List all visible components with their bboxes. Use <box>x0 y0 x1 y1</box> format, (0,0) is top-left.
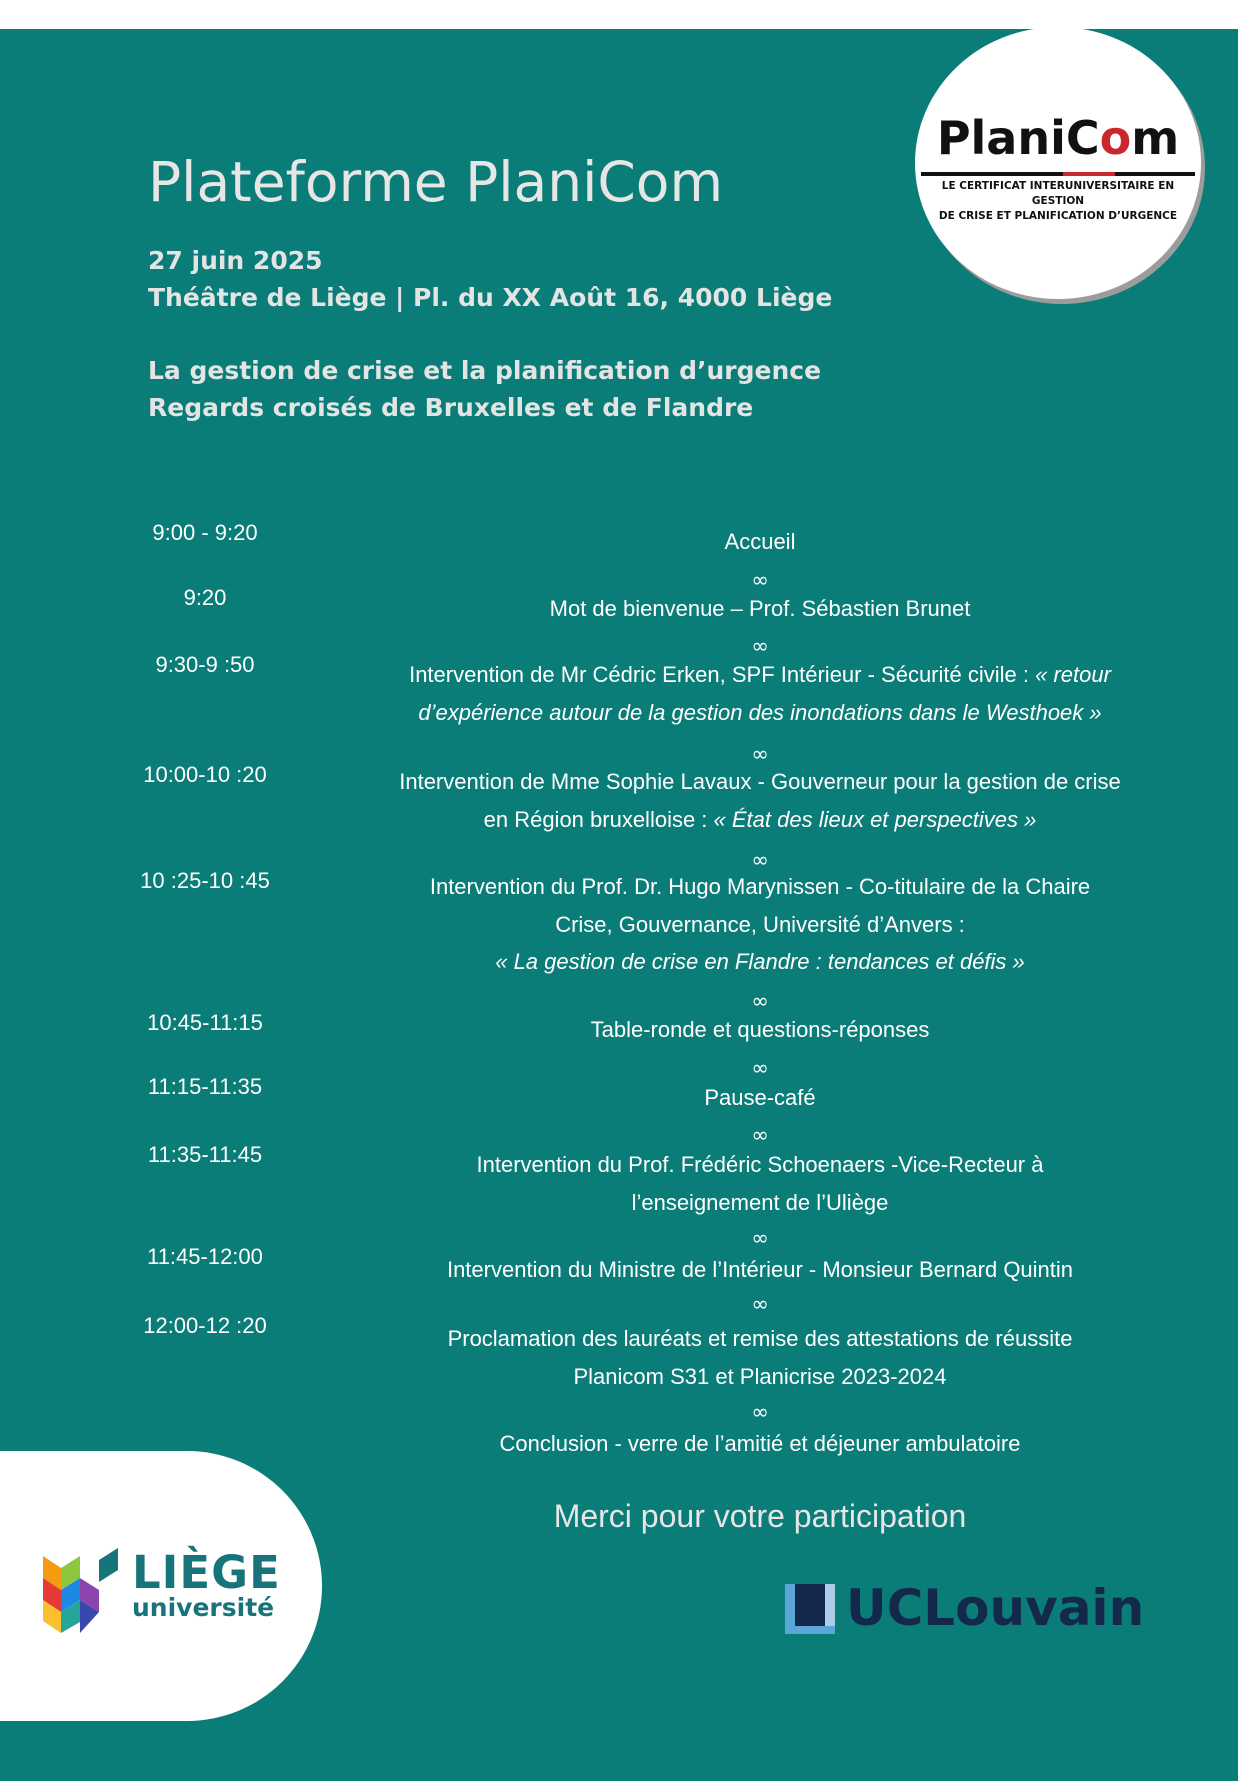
schedule-time: 10:00-10 :20 <box>143 762 267 787</box>
schedule-item-text: Intervention du Ministre de l’Intérieur - Monsieur Bernard Quintin <box>446 1257 1074 1282</box>
schedule-item-text: Crise, Gouvernance, Université d’Anvers : <box>555 911 965 937</box>
schedule-item-quote: « État des lieux et perspectives » <box>713 806 1037 832</box>
schedule-item-line <box>355 590 1165 628</box>
schedule-item-text: Planicom S31 et Planicrise 2023-2024 <box>573 1363 947 1389</box>
schedule-item-text: Intervention de Mr Cédric Erken, SPF Intérieur - Sécurité civile : <box>409 662 1036 687</box>
infinity-separator: ∞ <box>751 1123 769 1147</box>
event-date: 27 juin 2025 <box>148 246 323 275</box>
planicom-wordmark: PlaniCom <box>936 111 1180 165</box>
schedule-time: 9:20 <box>183 585 227 610</box>
schedule-item-text: Intervention du Prof. Frédéric Schoenaers -Vice-Recteur à <box>476 1152 1044 1177</box>
infinity-separator: ∞ <box>751 742 769 766</box>
schedule-item-line <box>355 906 1165 944</box>
schedule-time: 11:35-11:45 <box>147 1142 263 1167</box>
schedule-item-quote: « La gestion de crise en Flandre : tendances et défis » <box>495 949 1025 974</box>
schedule-item-line <box>355 801 1165 839</box>
schedule-item <box>355 1079 1165 1117</box>
schedule-item <box>355 590 1165 628</box>
infinity-separator: ∞ <box>751 568 769 592</box>
schedule-item-line <box>355 1146 1165 1184</box>
schedule-item <box>355 523 1165 561</box>
uclouvain-square-icon <box>785 1584 835 1634</box>
schedule-item <box>355 1425 1165 1463</box>
schedule-item <box>355 868 1165 981</box>
schedule-item-line <box>355 1251 1165 1289</box>
infinity-separator: ∞ <box>751 848 769 872</box>
infinity-separator: ∞ <box>751 634 769 658</box>
schedule-item-text: Conclusion - verre de l’amitié et déjeuner ambulatoire <box>499 1431 1021 1456</box>
planicom-tagline: LE CERTIFICAT INTERUNIVERSITAIRE EN GESTION DE CRISE ET PLANIFICATION D’URGENCE <box>938 180 1178 222</box>
schedule-item-line <box>355 1011 1165 1049</box>
schedule-item-text: Pause-café <box>704 1085 816 1110</box>
infinity-separator: ∞ <box>751 1292 769 1316</box>
schedule-time: 11:45-12:00 <box>147 1244 263 1269</box>
event-subtitle-line2: Regards croisés de Bruxelles et de Flandre <box>148 393 754 422</box>
schedule-time: 10 :25-10 :45 <box>140 868 270 893</box>
event-venue: Théâtre de Liège | Pl. du XX Août 16, 4000 Liège <box>148 283 833 312</box>
schedule-item-line <box>355 868 1165 906</box>
schedule-item-text: l’enseignement de l’Uliège <box>631 1189 889 1215</box>
schedule-time: 10:45-11:15 <box>147 1010 263 1035</box>
infinity-separator: ∞ <box>751 1226 769 1250</box>
uclouvain-wordmark: UCLouvain <box>846 1579 1145 1637</box>
schedule-item <box>355 1251 1165 1289</box>
schedule-item-text: Table-ronde et questions-réponses <box>590 1017 930 1042</box>
schedule-item-text: Mot de bienvenue – Prof. Sébastien Brunet <box>549 596 971 621</box>
infinity-separator: ∞ <box>751 1056 769 1080</box>
schedule-item-text: en Région bruxelloise : <box>483 806 714 832</box>
schedule-item-text: Intervention de Mme Sophie Lavaux - Gouverneur pour la gestion de crise <box>399 769 1121 794</box>
schedule-item-line <box>355 656 1165 694</box>
schedule-item-line <box>355 763 1165 801</box>
schedule-item-line <box>355 1079 1165 1117</box>
schedule-item-text: Proclamation des lauréats et remise des attestations de réussite <box>447 1326 1073 1351</box>
schedule-item <box>355 1146 1165 1221</box>
thanks-message: Merci pour votre participation <box>553 1498 967 1534</box>
schedule-item-text: Intervention du Prof. Dr. Hugo Marynissen - Co-titulaire de la Chaire <box>429 874 1091 899</box>
liege-name: LIÈGE <box>132 1546 281 1599</box>
schedule-time: 9:00 - 9:20 <box>152 520 258 545</box>
infinity-separator: ∞ <box>751 989 769 1013</box>
event-subtitle-line1: La gestion de crise et la planification d’urgence <box>148 356 822 385</box>
schedule-time: 11:15-11:35 <box>147 1074 263 1099</box>
schedule-item <box>355 656 1165 731</box>
schedule-item <box>355 1320 1165 1395</box>
infinity-separator: ∞ <box>751 1400 769 1424</box>
schedule-time: 12:00-12 :20 <box>143 1313 267 1338</box>
liege-cube-icon <box>43 1548 118 1633</box>
schedule-item-line <box>355 694 1165 732</box>
schedule-item-line <box>355 1358 1165 1396</box>
schedule-item-text: Accueil <box>724 529 796 554</box>
schedule-item-line <box>355 523 1165 561</box>
schedule-item-line <box>355 1320 1165 1358</box>
liege-wordmark <box>132 1546 281 1622</box>
schedule-item-quote: d’expérience autour de la gestion des inondations dans le Westhoek » <box>418 699 1102 725</box>
schedule-time: 9:30-9 :50 <box>155 652 255 677</box>
page-title: Plateforme PlaniCom <box>148 150 724 214</box>
liege-subname: université <box>132 1593 275 1622</box>
schedule-item-line <box>355 1184 1165 1222</box>
schedule-item-line <box>355 943 1165 981</box>
schedule-item-quote: « retour <box>1035 662 1111 687</box>
schedule-item-line <box>355 1425 1165 1463</box>
schedule-item <box>355 1011 1165 1049</box>
schedule-item <box>355 763 1165 838</box>
